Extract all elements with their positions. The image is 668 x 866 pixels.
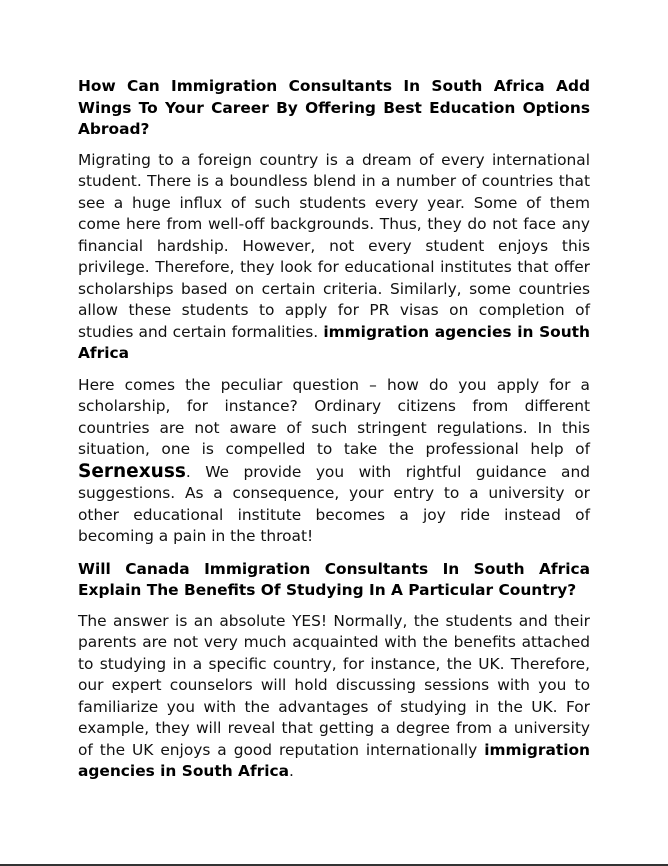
paragraph-migrating [78,150,590,365]
brand-name: Sernexuss [78,460,186,482]
paragraph-text-before: Here comes the peculiar question – how do you apply for a scholarship, for instance? Ordinary citizens from different countries are not aware of such stringent regulations. In this situation, one is compelled to take the professional help of [78,375,590,458]
keyword-immigration-agencies: immigration agencies in South Africa [78,740,590,780]
paragraph-end-punctuation: . [289,762,294,780]
section-heading-benefits: Will Canada Immigration Consultants In South Africa Explain The Benefits Of Studying In A Particular Country? [78,559,590,599]
paragraph-text: Migrating to a foreign country is a dream of every international student. There is a boundless blend in a number of countries that see a huge influx of such students every year. Some of them come here from well-off backgrounds. Thus, they do not face any financial hardship. However, not every student enjoys this privilege. Therefore, they look for educational institutes that offer scholarships based on certain criteria. Similarly, some countries allow these students to apply for PR visas on completion of studies and certain formalities. [78,150,590,341]
paragraph-answer [78,611,590,783]
document-page [78,76,590,793]
paragraph-scholarship [78,375,590,548]
section-heading-education-options: How Can Immigration Consultants In South Africa Add Wings To Your Career By Offering Best Education Options Abroad? [78,77,590,138]
paragraph-text-after: . We provide you with rightful guidance and suggestions. As a consequence, your entry to a university or other educational institute becomes a joy ride instead of becoming a pain in the throat! [78,462,590,545]
keyword-immigration-agencies: immigration agencies in South Africa [78,322,590,362]
paragraph-text: The answer is an absolute YES! Normally, the students and their parents are not very much acquainted with the benefits attached to studying in a specific country, for instance, the UK. Therefore, our expert counselors will hold discussing sessions with you to familiarize you with the advantages of studying in the UK. For example, they will reveal that getting a degree from a university of the UK enjoys a good reputation internationally [78,611,590,759]
